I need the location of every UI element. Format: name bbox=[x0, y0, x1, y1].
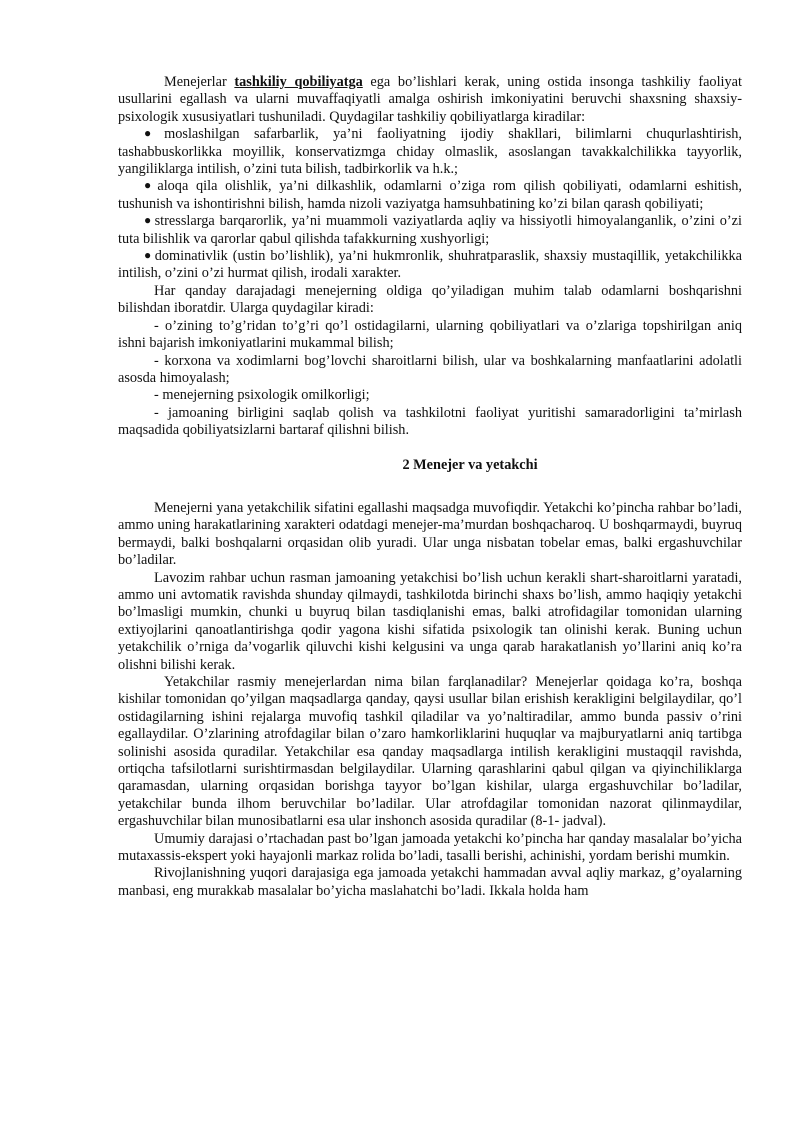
bullet-item bbox=[118, 126, 742, 178]
bullet-icon: ● bbox=[144, 248, 153, 263]
bullet-item bbox=[118, 213, 742, 248]
body-paragraph: Yetakchilar rasmiy menejerlardan nima bilan farqlanadilar? Menejerlar qoidaga ko’ra, boshqa kishilar tomonidan qo’yilgan maqsadlarga qanday, qaysi usullar bilan erishish kerakligini belgilaydilar, qo’l ostidagilarning ishini rejalarga muvofiq tashkil qiladilar va yo’naltiradilar, ammo bunda passiv o’rini egallaydilar. O’zlarining atrofdagilar bilan o’zaro hamkorliklarini huquqlar va majburyatlarni aniq tartibga solinishi asosida quradilar. Yetakchilar esa qanday maqsadlarga intilish kerakligini mustaqqil ravishda, ortiqcha tafsilotlarni surishtirmasdan belgilaydilar. Ularning qarashlarini qabul qilgan va qiyinchiliklarga qaramasdan, ularning orqasidan borishga tayyor bo’lgan kishilar, ularga ergashuvchilar bo’ladilar, yetakchilar bunda ilhom beruvchilar bo’ladilar. Ular atrofdagilar tomonidan nazorat qilinmaydilar, ergashuvchilar bilan munosibatlarni esa ular inshonch asosida quradilar (8-1- jadval). bbox=[118, 674, 742, 830]
bullet-icon: ● bbox=[144, 178, 156, 193]
intro-paragraph bbox=[118, 74, 742, 126]
intro-prefix: Menejerlar bbox=[164, 74, 235, 90]
bullet-icon: ● bbox=[144, 126, 163, 141]
section-heading: 2 Menejer va yetakchi bbox=[402, 456, 538, 473]
intro-suffix: ega bo’lishlari kerak, uning ostida insonga tashkiliy faoliyat usullarini egallash va ularni muvaffaqiyatli amalga oshirish imkoniyatini beruvchi shaxsning shaxsiy-psixologik xususiyatlari tushuniladi. Quydagilar tashkiliy qobiliyatlarga kiradilar: bbox=[118, 74, 742, 125]
requirement-item: - o’zining to’g’ridan to’g’ri qo’l ostidagilarni, ularning qobiliyatlari va o’zlariga topshirilgan aniq ishni bajarish imkoniyatlarini mukammal bilish; bbox=[118, 317, 742, 352]
bullet-text: dominativlik (ustin bo’lishlik), ya’ni hukmronlik, shuhratparaslik, shaxsiy mustaqillik, yetakchilikka intilish, o’zini o’zi hurmat qilish, irodali xarakter. bbox=[118, 248, 743, 282]
requirement-item: - korxona va xodimlarni bog’lovchi sharoitlarni bilish, ular va boshkalarning manfaatlarini adolatli asosda himoyalash; bbox=[118, 352, 742, 386]
bullet-text: moslashilgan safarbarlik, ya’ni faoliyatning ijodiy shakllari, bilimlarni chuqurlashtirish, tashabbuskorlikka moyillik, konservatizmga chiday olmaslik, asoslangan tavakkalchilikka tayyorlik, yangiliklarga intilish, o’zini tuta bilish, tadbirkorlik va h.k.; bbox=[118, 126, 742, 178]
bullet-item bbox=[118, 248, 742, 283]
body-paragraph: Menejerni yana yetakchilik sifatini egallashi maqsadga muvofiqdir. Yetakchi ko’pincha rahbar bo’ladi, ammo uning harakatlarining xarakteri odatdagi menejer-ma’murdan boshqacharoq. U boshqarmaydi, buyruq bermaydi, balki boshqalarni orqasidan olib yuradi. Ular unga nisbatan tobelar emas, balki ergashuvchilar bo’ladilar. bbox=[118, 499, 742, 569]
bullet-text: stresslarga barqarorlik, ya’ni muammoli vaziyatlarda aqliy va hissiyotli himoyalanganlik, o’zini o’zi tuta bilishlik va qarorlar qabul qilishda tafakkurning xushyorligi; bbox=[118, 213, 742, 247]
body-paragraph: Umumiy darajasi o’rtachadan past bo’lgan jamoada yetakchi ko’pincha har qanday masalalar bo’yicha mutaxassis-ekspert yoki hayajonli markaz rolida bo’ladi, tasalli berishi, achinishi, yordam berishi mumkin. bbox=[118, 830, 742, 865]
body-paragraph: Rivojlanishning yuqori darajasiga ega jamoada yetakchi hammadan avval aqliy markaz, g’oyalarning manbasi, eng murakkab masalalar bo’yicha maslahatchi bo’ladi. Ikkala holda ham bbox=[118, 865, 742, 899]
document-page bbox=[118, 74, 742, 900]
intro-emphasis: tashkiliy qobiliyatga bbox=[234, 74, 363, 90]
requirement-item: - menejerning psixologik omilkorligi; bbox=[154, 387, 370, 404]
body-paragraph: Lavozim rahbar uchun rasman jamoaning yetakchisi bo’lish uchun kerakli shart-sharoitlarni yaratadi, ammo uni avtomatik ravishda shunday qilmaydi, tashkilotda birinchi shaxs bo’lish, ammo haqiqiy yetakchi bo’lmasligi mumkin, chunki u buyruq bilan tasdiqlanishi emas, balki atrofidagilar tomonidan ularning extiyojlarini qanoatlantirishga qodir yagona kishi sifatida psixologik tan olinishi kerak. Buning uchun yetakchilik o’rniga da’vogarlik qiluvchi kishi kelgusini va unga qarab harakatlanish yo’llarini aniq ko’ra olishni bilishi kerak. bbox=[118, 569, 742, 673]
requirement-item: - jamoaning birligini saqlab qolish va tashkilotni faoliyat yuritishi samaradorligini ta’mirlash maqsadida qobiliyatsizlarni bartaraf qilishni bilish. bbox=[118, 404, 742, 439]
bullet-item bbox=[118, 178, 742, 213]
requirements-intro: Har qanday darajadagi menejerning oldiga qo’yiladigan muhim talab odamlarni boshqarishni bilishdan iboratdir. Ularga quydagilar kiradi: bbox=[118, 282, 742, 317]
bullet-text: aloqa qila olishlik, ya’ni dilkashlik, odamlarni o’ziga rom qilish qobiliyati, odamlarni eshitish, tushunish va ishontirishni bilish, hamda nizoli vaziyatga hamsuhbatining ko’zi bilan qarash qobiliyati; bbox=[118, 178, 742, 212]
bullet-icon: ● bbox=[144, 213, 153, 228]
